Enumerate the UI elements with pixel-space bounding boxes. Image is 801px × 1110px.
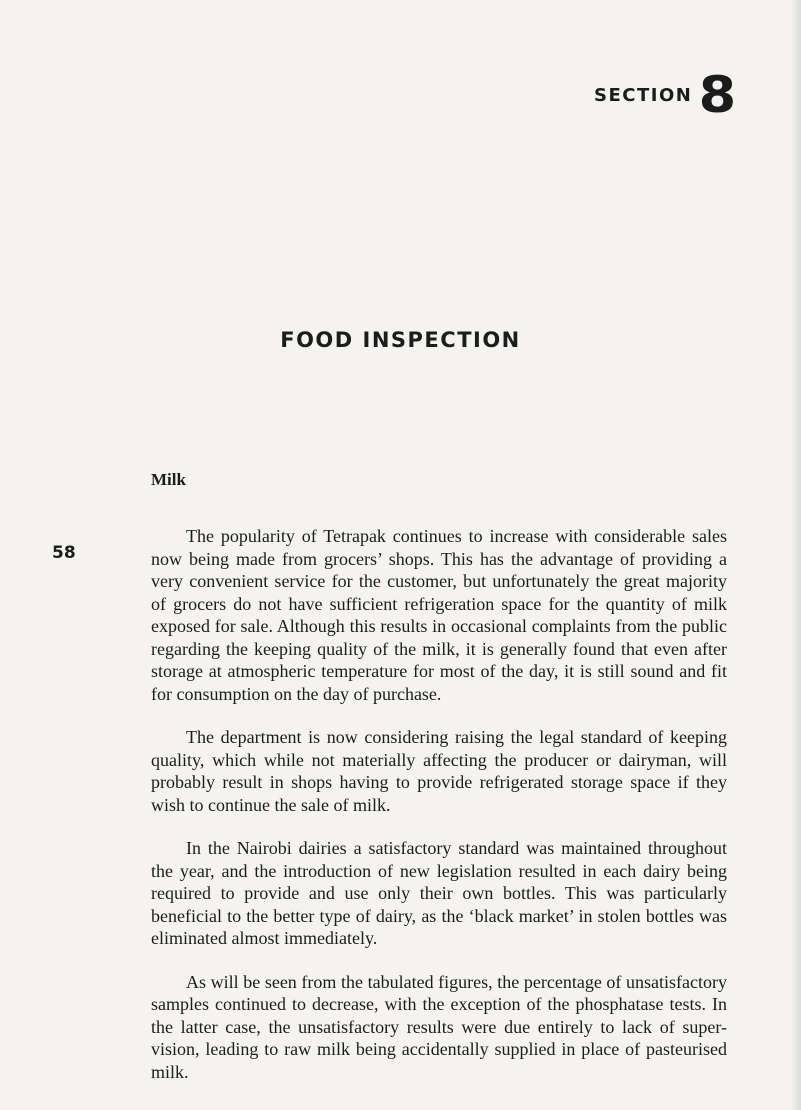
- paragraph: As will be seen from the tabulated figures, the percentage of unsatisfactory samples continued to decrease, with the exception of the phosphatase tests. In the latter case, the unsatisfactory results were due entirely to lack of super-vision, leading to raw milk being accidentally supplied in place of pasteurised milk.: [151, 971, 727, 1082]
- body-text: [151, 525, 727, 1104]
- page-edge-shadow: [791, 0, 801, 1110]
- page-number: 58: [52, 543, 76, 563]
- section-word: SECTION: [594, 84, 693, 106]
- paragraph: The popularity of Tetrapak continues to increase with considerable sales now being made from grocers’ shops. This has the advantage of providing a very convenient service for the customer, but unfortunately the great majority of grocers do not have sufficient refrigeration space for the quantity of milk exposed for sale. Although this results in occasional complaints from the public regarding the keeping quality of the milk, it is generally found that even after storage at atmospheric temperature for most of the day, it is still sound and fit for consumption on the day of purchase.: [151, 526, 727, 704]
- subheading-milk: Milk: [151, 470, 186, 489]
- section-number: 8: [698, 66, 737, 124]
- paragraph: The department is now considering raising the legal standard of keeping quality, which while not materially affecting the producer or dairyman, will probably result in shops having to provide refrigerated storage space if they wish to continue the sale of milk.: [151, 727, 727, 815]
- page-title: FOOD INSPECTION: [280, 328, 521, 352]
- paragraph: In the Nairobi dairies a satisfactory standard was maintained throughout the year, and the introduction of new legislation resulted in each dairy being required to provide and use only their own bottles. This was particularly beneficial to the better type of dairy, as the ‘black market’ in stolen bottles was eliminated almost immediately.: [151, 838, 727, 948]
- section-heading: [594, 66, 737, 124]
